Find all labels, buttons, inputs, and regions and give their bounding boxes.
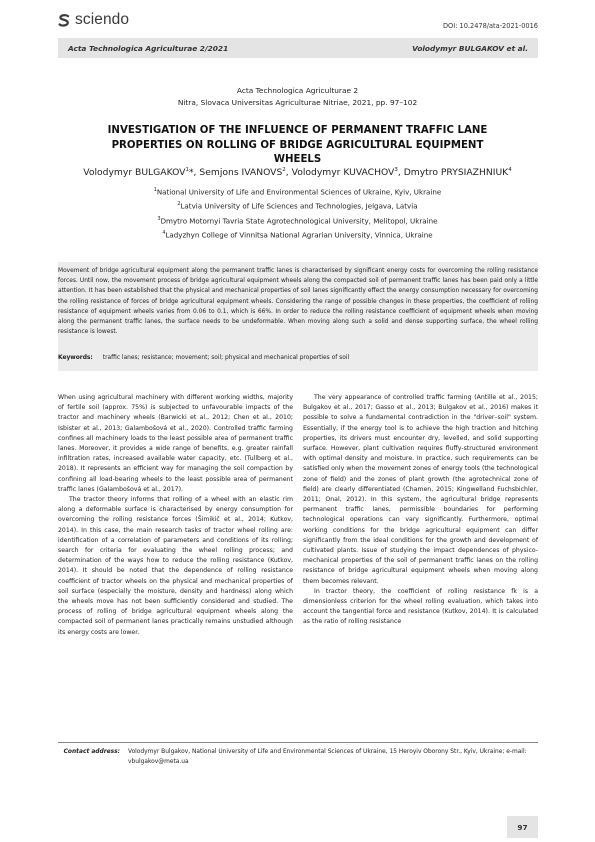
running-header-journal: Acta Technologica Agriculturae 2/2021 [68,43,229,53]
paper-title: INVESTIGATION OF THE INFLUENCE OF PERMANENT TRAFFIC LANE PROPERTIES ON ROLLING OF BRIDGE AGRICULTURAL EQUIPMENT WHEELS [107,125,488,165]
affiliation: $^3$Dmytro Motornyi Tavria State Agrotechnological University, Melitopol, Ukraine [157,216,438,226]
affiliation: $^1$National University of Life and Environmental Sciences of Ukraine, Kyiv, Ukraine [153,187,442,197]
author: Dmytro PRYSIAZHNIUK$^4$ [403,167,512,179]
running-header [58,38,538,58]
keywords-text: traffic lanes; resistance; movement; soil; physical and mechanical properties of soil [102,355,350,361]
body-paragraph: When using agricultural machinery with different working widths, majority of fertile soil (approx. 75%) is subjected to unfavourable impacts of the tractor and machinery wheels (Barwicki et al., 2012; Chen et al., 2010; Isbister et al., 2013; Galambošová et al., 2020). Controlled traffic farming confines all machinery loads to the least possible area of permanent traffic lanes. Moreover, it provides a wide range of benefits, e.g. greater rainfall infiltration rates, increased available water capacity, etc. (Tullberg et al., 2018). It represents an efficient way for managing the soil compaction by confining all load-bearing wheels to the least possible area of permanent traffic lanes (Galambošová et al., 2017). [58,394,293,493]
affiliation-list [0,184,595,241]
author: Semjons IVANOVS$^2$, [199,167,292,179]
abstract-section [58,262,538,371]
journal-info [0,85,595,109]
contact-address [58,742,538,767]
journal-info-line2: Nitra, Slovaca Universitas Agriculturae Nitriae, 2021, pp. 97–102 [177,98,418,107]
body-column-left [58,393,293,638]
contact-label: Contact address: [63,749,120,755]
running-header-authors: Volodymyr BULGAKOV et al. [412,43,528,53]
affiliation: $^4$Ladyzhyn College of Vinnitsa National Agrarian University, Vinnica, Ukraine [162,230,433,240]
author: Volodymyr KUVACHOV$^3$, [291,167,404,179]
page-number: 97 [507,816,538,838]
keywords-label: Keywords: [58,355,93,361]
publisher-logo [58,11,129,29]
doi[interactable]: DOI: 10.2478/ata-2021-0016 [442,22,538,30]
author-list [0,167,595,178]
body-paragraph: In tractor theory, the coefficient of rolling resistance fk is a dimensionless criterion for the wheel rolling evaluation, which takes into account the tangential force and resistance (Kutkov, 2014). It is calculated as the ratio of rolling resistance [303,587,538,626]
body-column-right [303,393,538,628]
keywords [58,355,349,361]
affiliation: $^2$Latvia University of Life Sciences and Technologies, Jelgava, Latvia [177,201,418,211]
journal-info-line1: Acta Technologica Agriculturae 2 [236,86,359,95]
sciendo-logo-icon [58,14,70,27]
logo-text: sciendo [75,11,130,28]
contact-text: Volodymyr Bulgakov, National University of Life and Environmental Sciences of Ukraine, 15 Heroyiv Oborony Str., Kyiv, Ukraine; e-mail: vbulgakov@meta.ua [128,749,527,765]
body-paragraph: The tractor theory informs that rolling of a wheel with an elastic rim along a deformable surface is characterised by energy consumption for overcoming the rolling resistance forces (Šimikič et al., 2014; Kutkov, 2014). In this case, the main research tasks of tractor wheel rolling are: identification of a correlation of parameters and conditions of its rolling; search for criteria for evaluating the wheel rolling process; and determination of the ways how to reduce the rolling resistance (Kutkov, 2014). It should be noted that the dependence of rolling resistance coefficient of tractor wheels on the physical and mechanical properties of soil surface (especially the moisture, density and hardness) along which the wheels move has not been sufficiently considered and studied. The process of rolling of bridge agricultural equipment wheels along the compacted soil of permanent lanes practically remains unstudied although its energy costs are lower. [58,496,293,636]
abstract-text: Movement of bridge agricultural equipment along the permanent traffic lanes is characterised by significant energy costs for overcoming the rolling resistance forces. Until now, the movement process of bridge agricultural equipment wheels along the compacted soil of permanent traffic lanes has been paid only a little attention. It has been established that the physical and mechanical properties of soil lanes significantly effect the energy consumption necessary for overcoming the rolling resistance of forces of bridge agricultural equipment wheels. Considering the range of possible changes in these properties, the coefficient of rolling resistance of equipment wheels varies from 0.06 to 0.1, which is 66%. In order to reduce the rolling resistance coefficient of equipment wheels when moving along the permanent traffic lanes, the surface needs to be undeformable. When moving along such a solid and dense supporting surface, the wheel rolling resistance is lowest. [58,268,538,336]
body-paragraph: The very appearance of controlled traffic farming (Antille et al., 2015; Bulgakov et al., 2017; Gasso et al., 2013; Bulgakov et al., 2016) makes it possible to solve a fundamental contradiction in the "driver–soil" system. Essentially, if the energy tool is to achieve the high traction and hitching properties, its drivers must encounter dry, levelled, and solid supporting surface. However, plant cultivation requires fluffy-structured environment with optimal density and moisture. In practice, such requirements can be satisfied only when the movement zones of energy tools (the technological zone of field) and the zones of plant growth (the agrotechnical zone of field) are clearly differentiated (Chamen, 2015; Kingwelland Fuchsbichler, 2011; Onal, 2012). In this system, the agricultural bridge represents permanent traffic lanes, permissible boundaries for performing technological operations can vary significantly. Furthermore, optimal working conditions for the bridge agricultural equipment can differ significantly from the ideal conditions for the growth and development of cultivated plants. Issue of studying the impact dependences of physico-mechanical properties of the soil of permanent traffic lanes on the rolling resistance of bridge agricultural equipment wheels when moving along them becomes relevant. [303,394,538,585]
author: Volodymyr BULGAKOV$^1$*, [83,167,200,179]
